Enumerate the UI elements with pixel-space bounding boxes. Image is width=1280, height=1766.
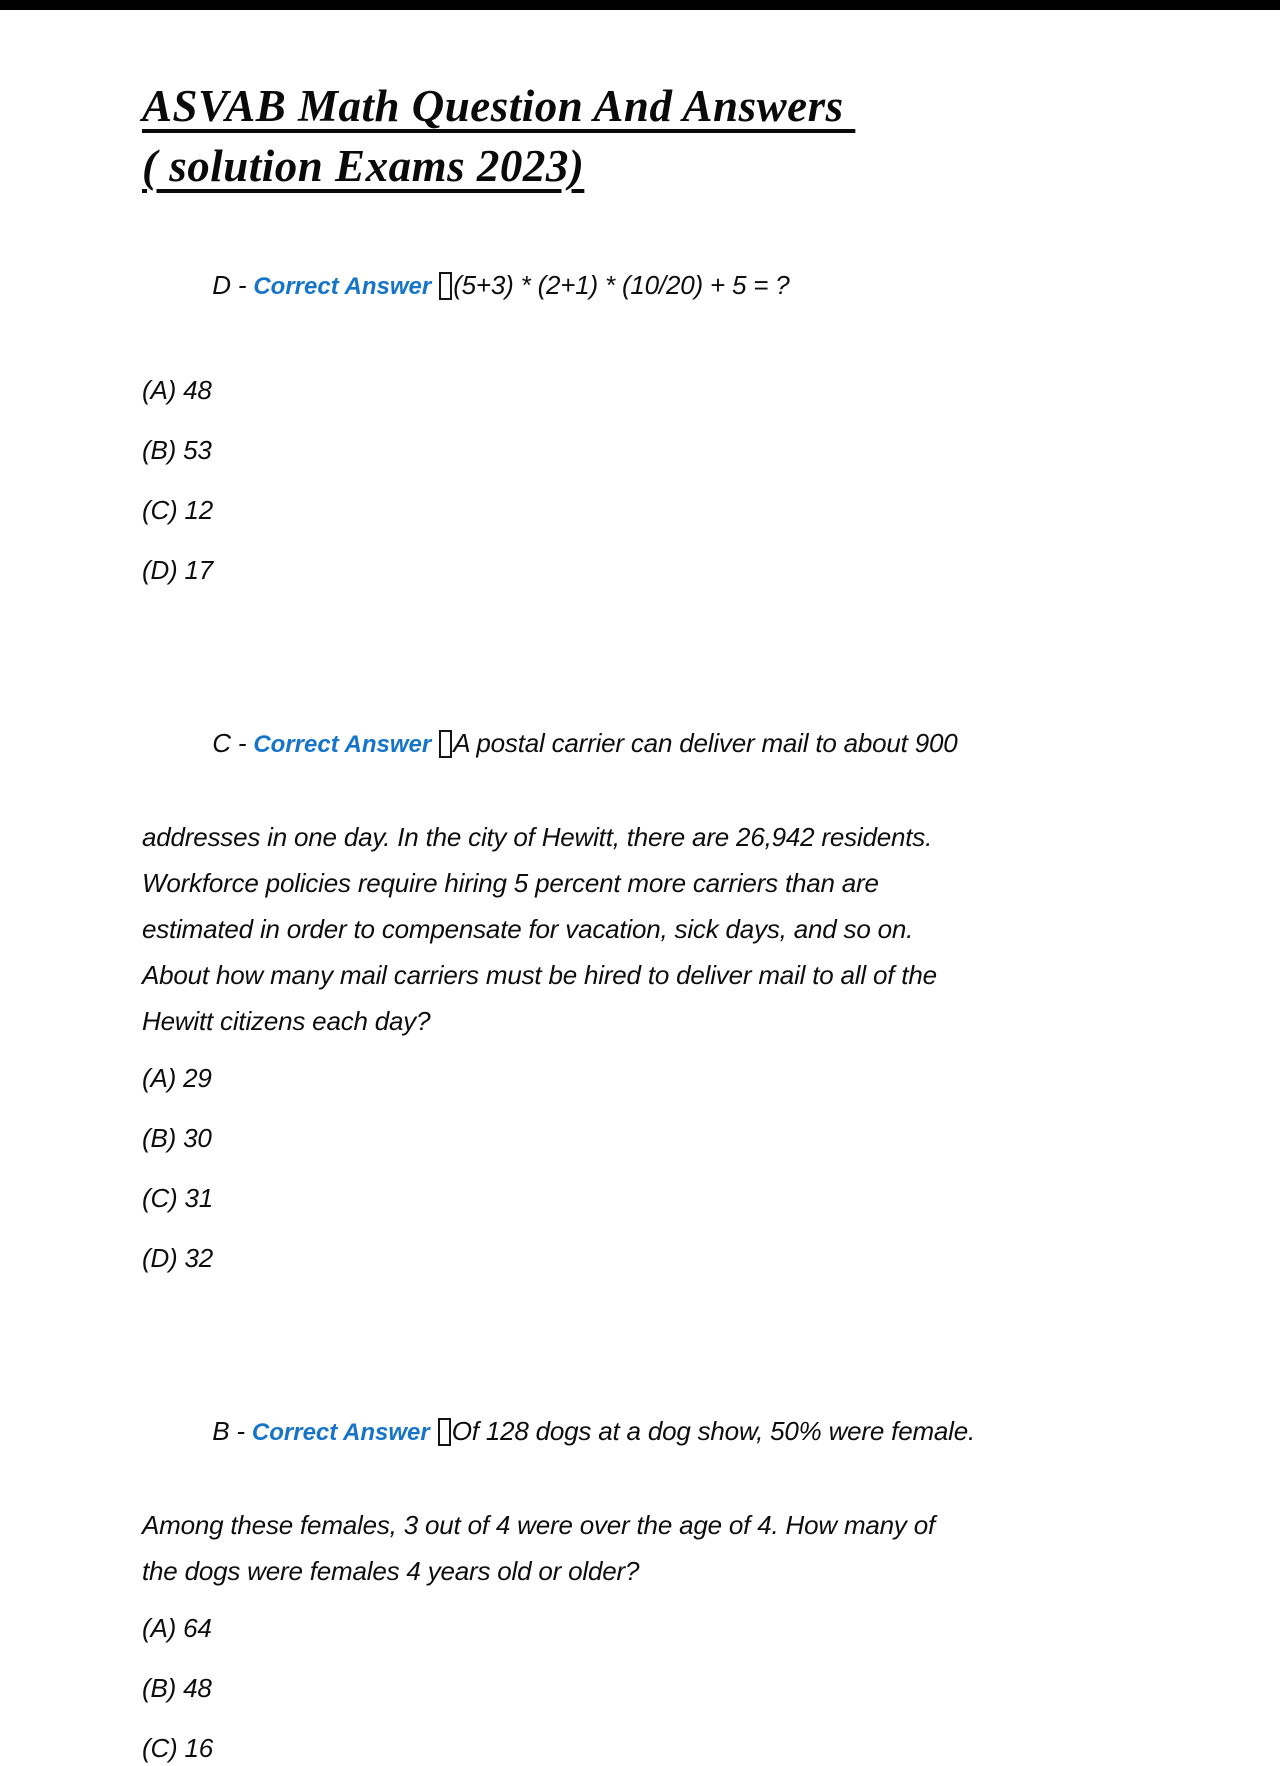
option-item: (C) 16	[142, 1733, 214, 1763]
stem-line-text: estimated in order to compensate for vacation, sick days, and so on.	[142, 914, 914, 944]
option-item: (A) 29	[142, 1063, 212, 1093]
option-item: (A) 64	[142, 1613, 212, 1643]
stem-line-text: About how many mail carriers must be hired to deliver mail to all of the	[142, 960, 937, 990]
option-item: (B) 48	[142, 1673, 212, 1703]
document-content	[0, 76, 1280, 1766]
stem-line-text: addresses in one day. In the city of Hewitt, there are 26,942 residents.	[142, 822, 933, 852]
correct-answer-label: Correct Answer	[253, 273, 432, 300]
answer-letter-1: D -	[212, 270, 254, 300]
page-title	[142, 76, 1192, 196]
page-title-line-2: ( solution Exams 2023)	[142, 141, 585, 191]
answer-letter-2: C -	[212, 728, 254, 758]
question-block-1	[142, 216, 1192, 588]
option-item: (C) 12	[142, 495, 214, 525]
correct-answer-label: Correct Answer	[251, 1419, 430, 1446]
option-item: (B) 30	[142, 1123, 212, 1153]
top-bar	[0, 0, 1280, 10]
option-item: (C) 31	[142, 1183, 214, 1213]
stem-line-text: Hewitt citizens each day?	[142, 1006, 431, 1036]
question-1-options	[142, 372, 1192, 588]
page-title-line-1: ASVAB Math Question And Answers	[142, 81, 856, 131]
question-1-stem	[142, 216, 1192, 356]
stem-line-text: Workforce policies require hiring 5 percent more carriers than are	[142, 868, 879, 898]
option-item: (D) 32	[142, 1243, 214, 1273]
missing-glyph-box-icon	[439, 730, 452, 758]
stem-line-text: Of 128 dogs at a dog show, 50% were female.	[451, 1416, 976, 1446]
stem-line-text: Among these females, 3 out of 4 were over the age of 4. How many of	[142, 1510, 936, 1540]
missing-glyph-box-icon	[439, 272, 452, 300]
question-2-stem	[142, 674, 1192, 1044]
missing-glyph-box-icon	[438, 1418, 451, 1446]
answer-letter-3: B -	[212, 1416, 252, 1446]
correct-answer-label: Correct Answer	[253, 731, 432, 758]
question-block-3	[142, 1362, 1192, 1766]
option-item: (D) 17	[142, 555, 214, 585]
question-2-options	[142, 1060, 1192, 1276]
stem-line-text: the dogs were females 4 years old or older?	[142, 1556, 640, 1586]
option-item: (B) 53	[142, 435, 212, 465]
option-item: (A) 48	[142, 375, 212, 405]
question-block-2	[142, 674, 1192, 1276]
stem-line-text: (5+3) * (2+1) * (10/20) + 5 = ?	[453, 270, 790, 300]
question-3-options	[142, 1610, 1192, 1766]
stem-line-text: A postal carrier can deliver mail to about 900	[453, 728, 958, 758]
question-3-stem	[142, 1362, 1192, 1594]
